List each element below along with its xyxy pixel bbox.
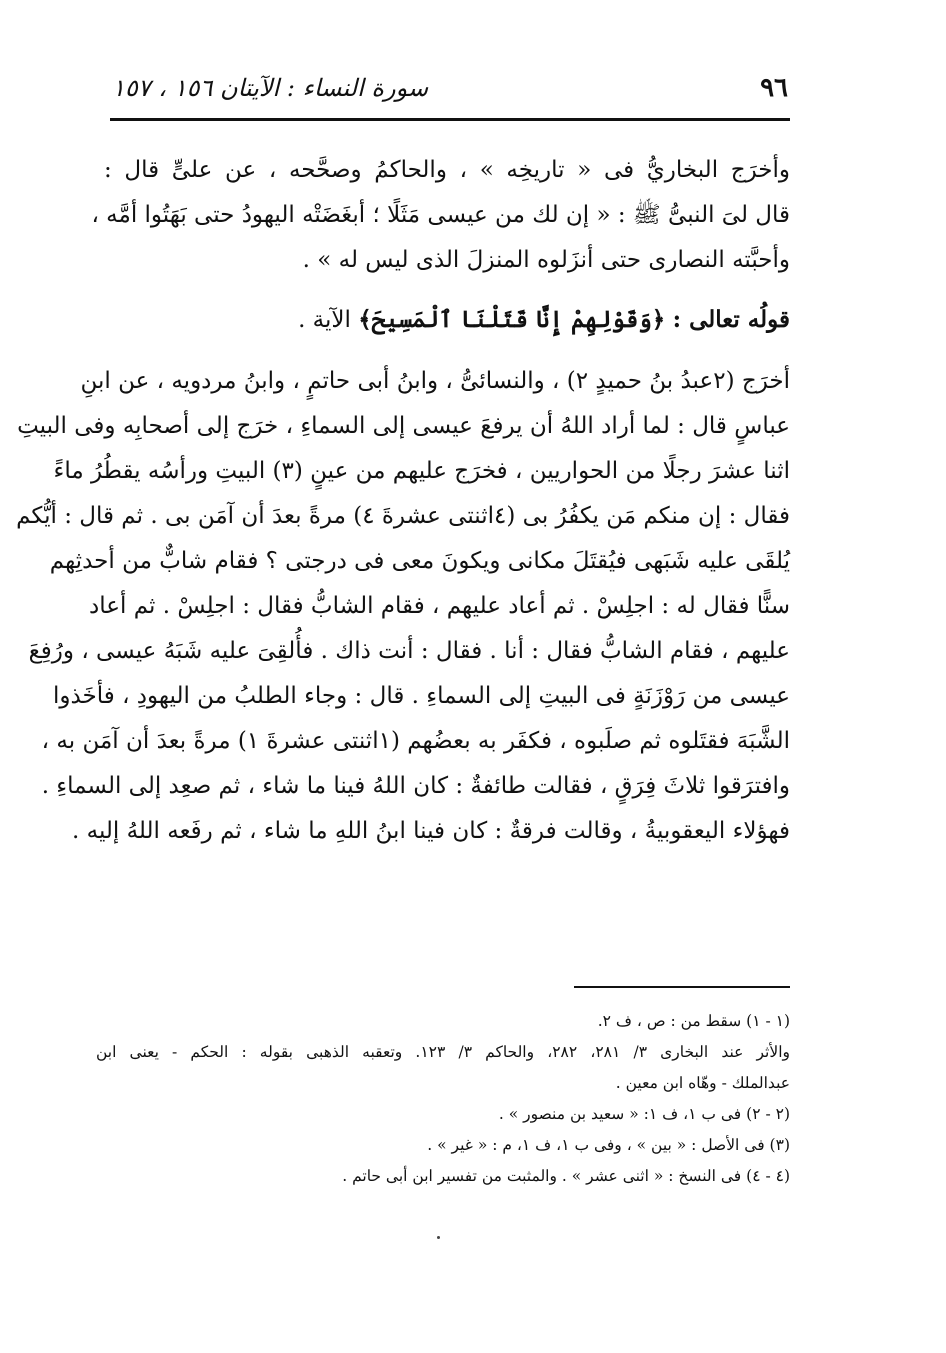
page-mark (437, 1236, 440, 1239)
footnotes (96, 1006, 790, 1192)
paragraph-1-line-1: وأخرَج البخاريُّ فى « تاريخِه » ، والحاكمُ وصحَّحه ، عن علىٍّ قال : (104, 157, 790, 183)
quran-verse: ﴿وَقَوْلِهِمْ إِنَّا قَتَلْنَا ٱلْمَسِيحَ﴾ (358, 306, 666, 333)
verse-heading-suffix: الآية . (298, 307, 351, 333)
footnote-2: (٢ - ٢) فى ب ١، ف ١: « سعيد بن منصور » . (498, 1105, 790, 1123)
paragraph-2-line-5: يُلقَى عليه شَبَهى فيُقتَلَ مكانى ويكونَ معى فى درجتى ؟ فقام شابٌّ من أحدثِهم (49, 548, 790, 574)
paragraph-2-line-1: أخرَج (٢عبدُ بنُ حميدٍ ٢) ، والنسائىُّ ، وابنُ أبى حاتمٍ ، وابنُ مردويه ، عن ابنِ (80, 368, 790, 394)
main-text (16, 148, 790, 854)
footnote-1: (١ - ١) سقط من : ص ، ف ٢. (597, 1012, 790, 1030)
paragraph-1-line-3: وأحبَّته النصارى حتى أنزَلوه المنزلَ الذى ليس له » . (302, 247, 790, 273)
paragraph-2-line-6: سنًّا فقال له : اجلِسْ . ثم أعاد عليهم ، فقام الشابُّ فقال : اجلِسْ . ثم أعاد (89, 593, 790, 619)
paragraph-2-line-9: الشَّبَهَ فقتَلوه ثم صلَبوه ، فكفَر به بعضُهم (١اثنتى عشرةَ ١) مرةً بعدَ أن آمَن به ، (41, 728, 790, 754)
verse-heading (104, 293, 790, 347)
paragraph-2-line-7: عليهم ، فقام الشابُّ فقال : أنا . فقال : أنت ذاك . فأُلقِىَ عليه شَبَهُ عيسى ، ورُفِعَ (28, 638, 790, 664)
footnote-4: (٤ - ٤) فى النسخ : « اثنى عشر » . والمثبت من تفسير ابن أبى حاتم . (342, 1167, 790, 1185)
running-title: سورة النساء : الآيتان ١٥٦ ، ١٥٧ (112, 74, 429, 102)
verse-heading-label: قولُه تعالى : (672, 306, 790, 333)
footnote-1-continued: والأثر عند البخارى ٣/ ٢٨١، ٢٨٢، والحاكم ٣/ ١٢٣. وتعقبه الذهبى بقوله : الحكم - يعنى ابن (96, 1043, 791, 1061)
paragraph-2-line-4: فقال : إن منكم مَن يكفُرُ بى (٤اثنتى عشرةَ ٤) مرةً بعدَ أن آمَن بى . ثم قال : أيُّكم (16, 503, 790, 529)
page-header (112, 66, 788, 110)
paragraph-2-line-3: اثنا عشرَ رجلًا من الحواريين ، فخرَج عليهم من عينٍ (٣) البيتِ ورأسُه يقطُرُ ماءً (53, 458, 790, 484)
page-number: ٩٦ (760, 73, 788, 103)
paragraph-2-line-8: عيسى من رَوْزَنَةٍ فى البيتِ إلى السماءِ . قال : وجاء الطلبُ من اليهودِ ، فأخَذوا (52, 683, 790, 709)
footnote-1-continued-end: عبدالملك - وهّاه ابن معين . (615, 1074, 790, 1092)
paragraph-1-line-2: قال لىَ النبىُّ ﷺ : « إن لك من عيسى مَثَلًا ؛ أبغَضَتْه اليهودُ حتى بَهَتُوا أمَّه ، (91, 202, 790, 228)
paragraph-2-line-11: فهؤلاء اليعقوبيةُ ، وقالت فرقةٌ : كان فينا ابنُ اللهِ ما شاء ، ثم رفَعه اللهُ إليه . (72, 818, 790, 844)
footnote-3: (٣) فى الأصل : « بين » ، وفى ب ١، ف ١، م : « غير » . (427, 1136, 790, 1154)
paragraph-2-line-10: وافترَقوا ثلاثَ فِرَقٍ ، فقالت طائفةٌ : كان اللهُ فينا ما شاء ، ثم صعِد إلى السماءِ . (41, 773, 790, 799)
header-rule (110, 118, 790, 121)
footnote-separator (574, 986, 790, 988)
paragraph-2-line-2: عباسٍ قال : لما أراد اللهُ أن يرفعَ عيسى إلى السماءِ ، خرَج إلى أصحابِه وفى البيتِ (17, 413, 790, 439)
